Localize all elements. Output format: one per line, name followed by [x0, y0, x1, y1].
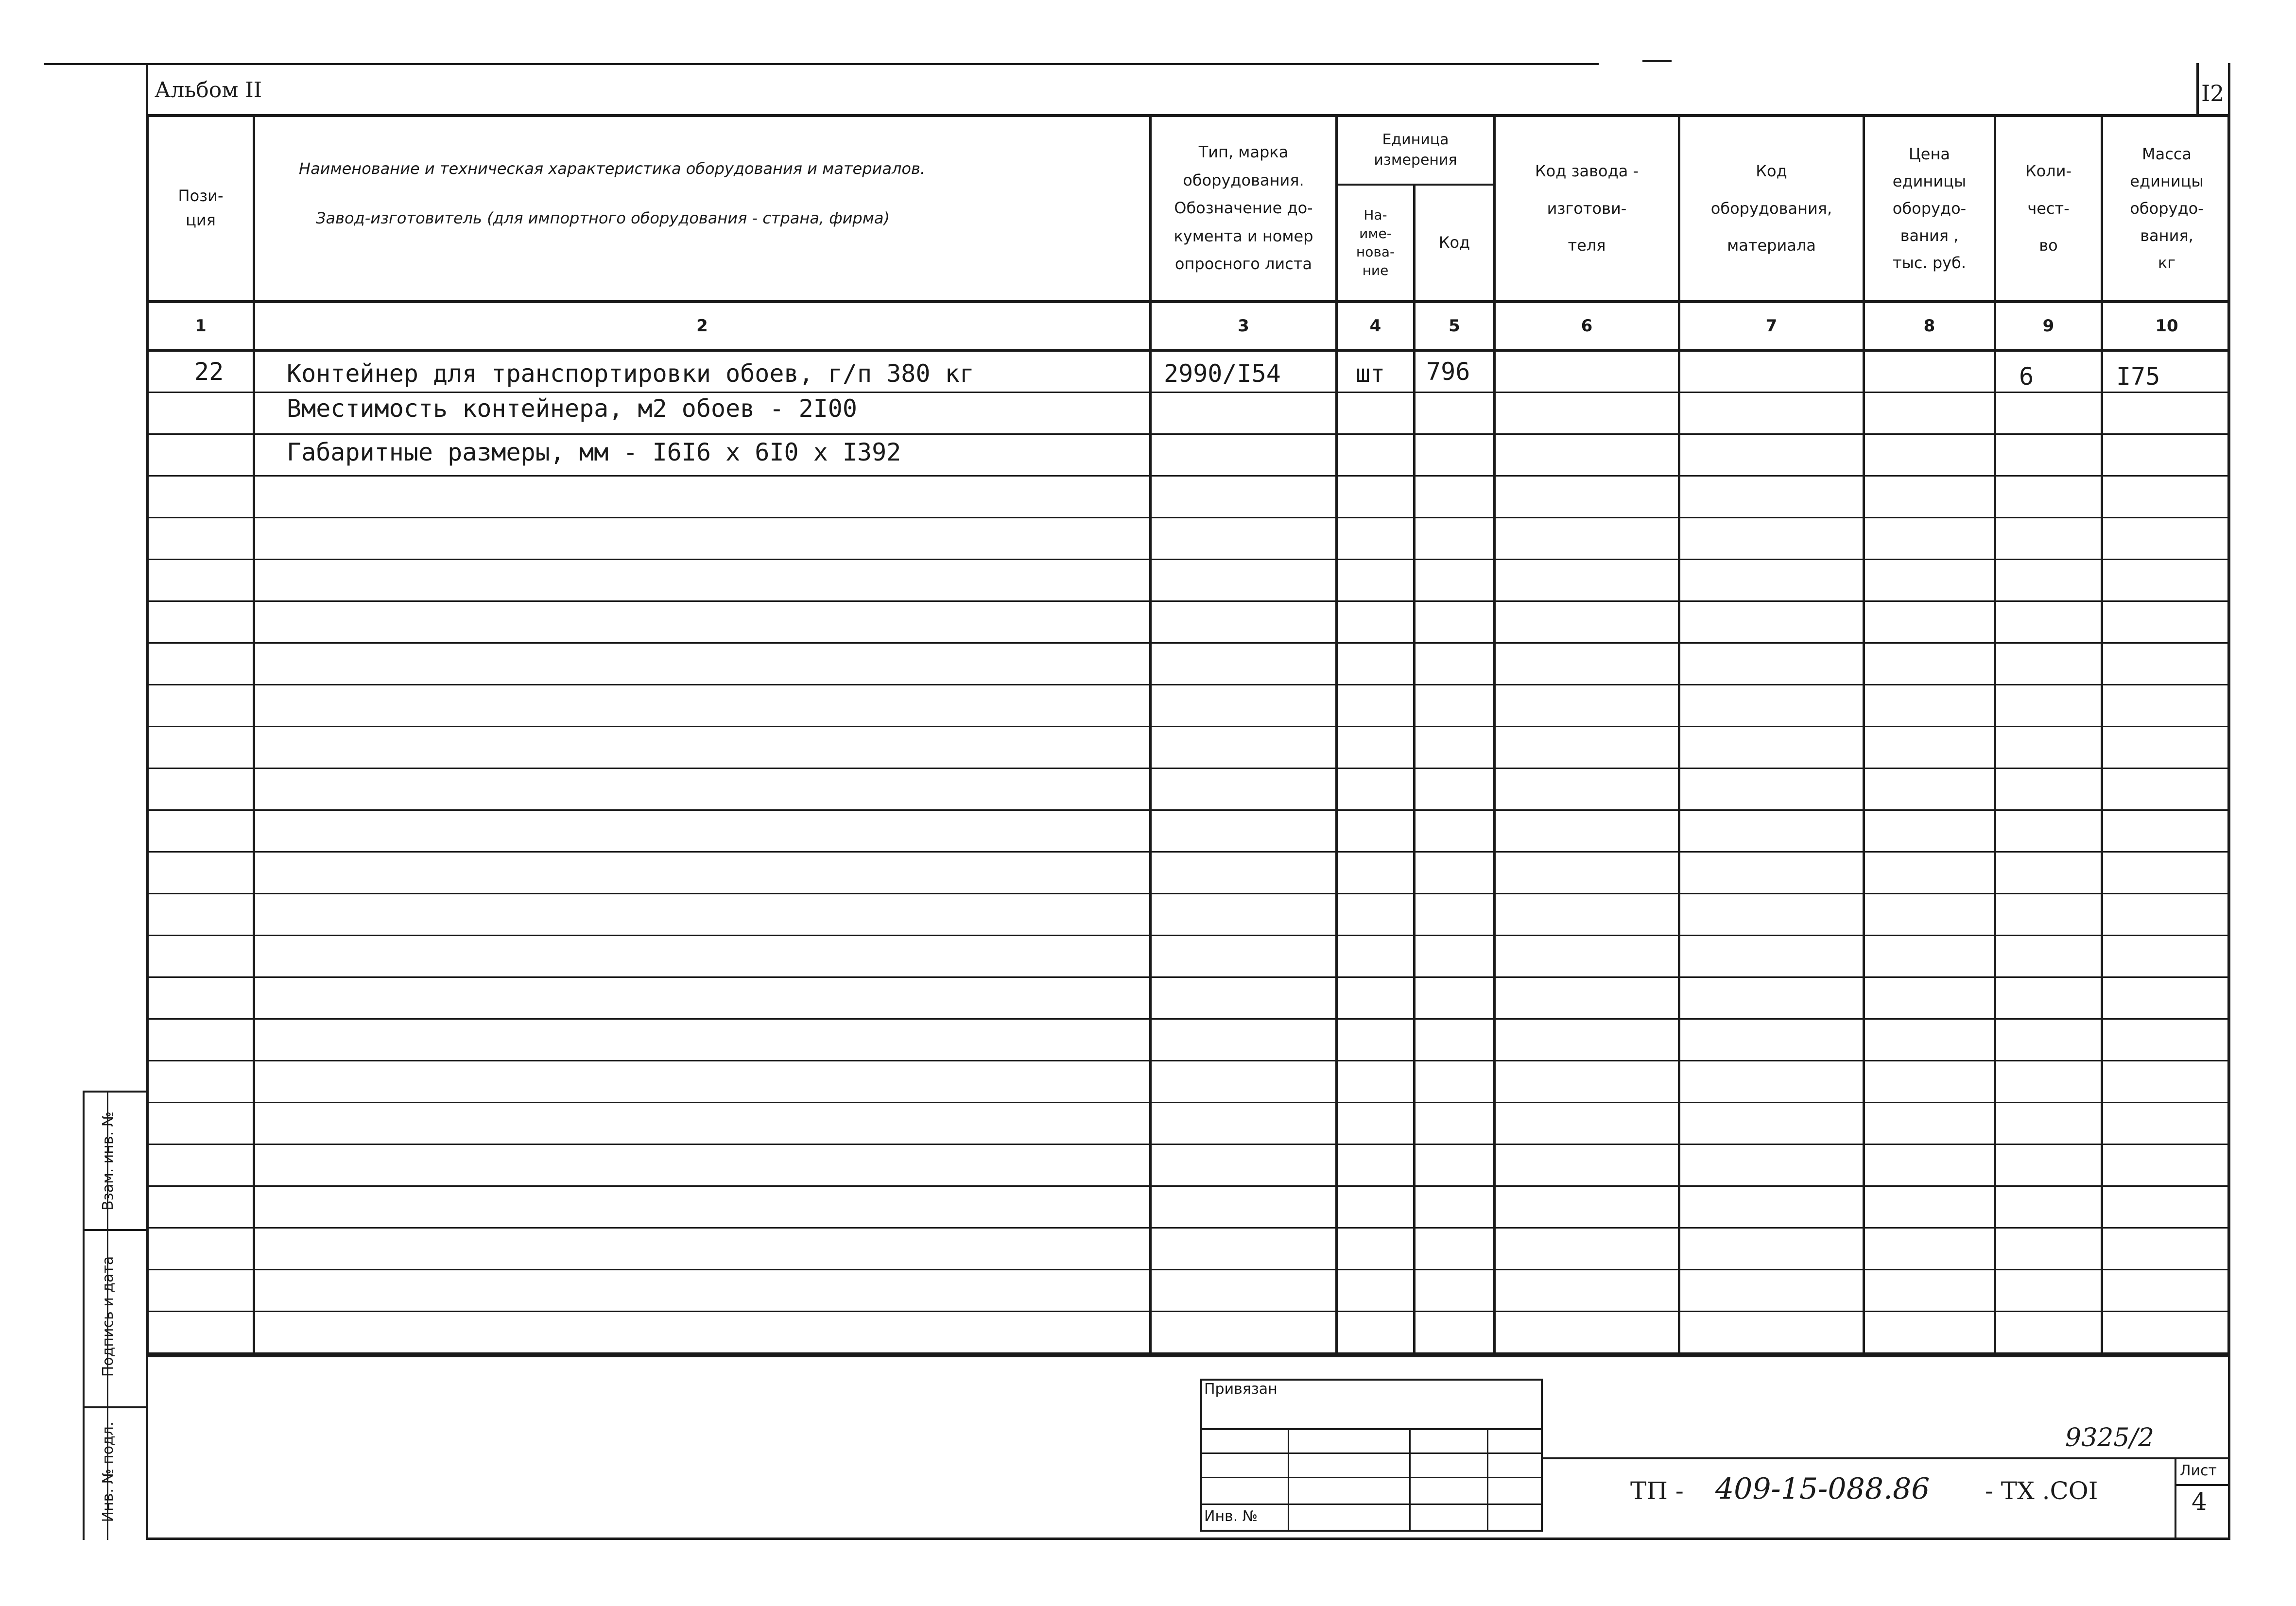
colnum-7: 7: [1765, 316, 1778, 336]
row1-unit-code: 796: [1426, 358, 1470, 386]
privyazan-label: Привязан: [1204, 1381, 1277, 1398]
side-label-inv-podl: Инв. № подл.: [99, 1421, 117, 1522]
side-label-podpis: Подпись и дата: [99, 1256, 117, 1377]
header-name-line2: Завод-изготовитель (для импортного оборудования - страна, фирма): [316, 209, 890, 227]
colnum-8: 8: [1923, 316, 1935, 336]
header-type: Тип, марка оборудования. Обозначение до- кумента и номер опросного листа: [1174, 143, 1313, 273]
row1-name: Контейнер для транспортировки обоев, г/п 380 кг: [287, 359, 974, 388]
row1-position: 22: [194, 358, 224, 386]
header-price: Цена единицы оборудо- вания , тыс. руб.: [1892, 145, 1967, 272]
side-label-vzam: Взам. инв. №: [99, 1111, 117, 1211]
colnum-5: 5: [1449, 316, 1460, 336]
list-label: Лист: [2180, 1462, 2217, 1479]
header-name: [255, 117, 1149, 300]
row1-unit: шт: [1356, 359, 1385, 388]
colnum-6: 6: [1581, 316, 1593, 336]
designation-code: 409-15-088.86: [1715, 1472, 1930, 1506]
designation-prefix: ТП -: [1630, 1477, 1684, 1505]
row3-name: Габаритные размеры, мм - I6I6 x 6I0 x I392: [287, 438, 901, 466]
row2-name: Вместимость контейнера, м2 обоев - 2I00: [287, 394, 857, 423]
list-value: 4: [2192, 1487, 2207, 1516]
colnum-3: 3: [1238, 316, 1249, 336]
inv-label: Инв. №: [1204, 1508, 1258, 1525]
header-unit-name: На- име- нова- ние: [1356, 207, 1395, 278]
album-label: Альбом II: [155, 78, 262, 103]
row1-type: 2990/I54: [1164, 359, 1281, 388]
title-block-top-line: [146, 1355, 2230, 1357]
colnum-9: 9: [2042, 316, 2054, 336]
colnum-10: 10: [2155, 316, 2178, 336]
header-quantity: Коли- чест- во: [2025, 161, 2072, 255]
row1-quantity: 6: [2019, 362, 2034, 391]
colnum-2: 2: [696, 316, 708, 336]
header-mass: Масса единицы оборудо- вания, кг: [2130, 145, 2204, 272]
header-unit-code: Код: [1438, 233, 1470, 252]
header-position: Пози- ция: [178, 187, 224, 229]
drawing-number: 9325/2: [2065, 1423, 2154, 1452]
designation-line: [1543, 1457, 2230, 1459]
colnum-bottom-line: [146, 349, 2230, 352]
designation-suffix: - ТХ .СОI: [1985, 1477, 2098, 1505]
header-equipment-code: Код оборудования, материала: [1710, 161, 1832, 255]
colnum-1: 1: [195, 316, 207, 336]
frame-top-line: [44, 63, 1599, 65]
header-unit: Единица измерения: [1374, 131, 1457, 169]
header-name-line1: Наименование и техническая характеристика оборудования и материалов.: [299, 159, 925, 178]
sheet-corner-number: I2: [2201, 80, 2225, 106]
colnum-4: 4: [1369, 316, 1381, 336]
header-plant-code: Код завода - изготови- теля: [1535, 161, 1639, 255]
row1-mass: I75: [2116, 362, 2160, 391]
